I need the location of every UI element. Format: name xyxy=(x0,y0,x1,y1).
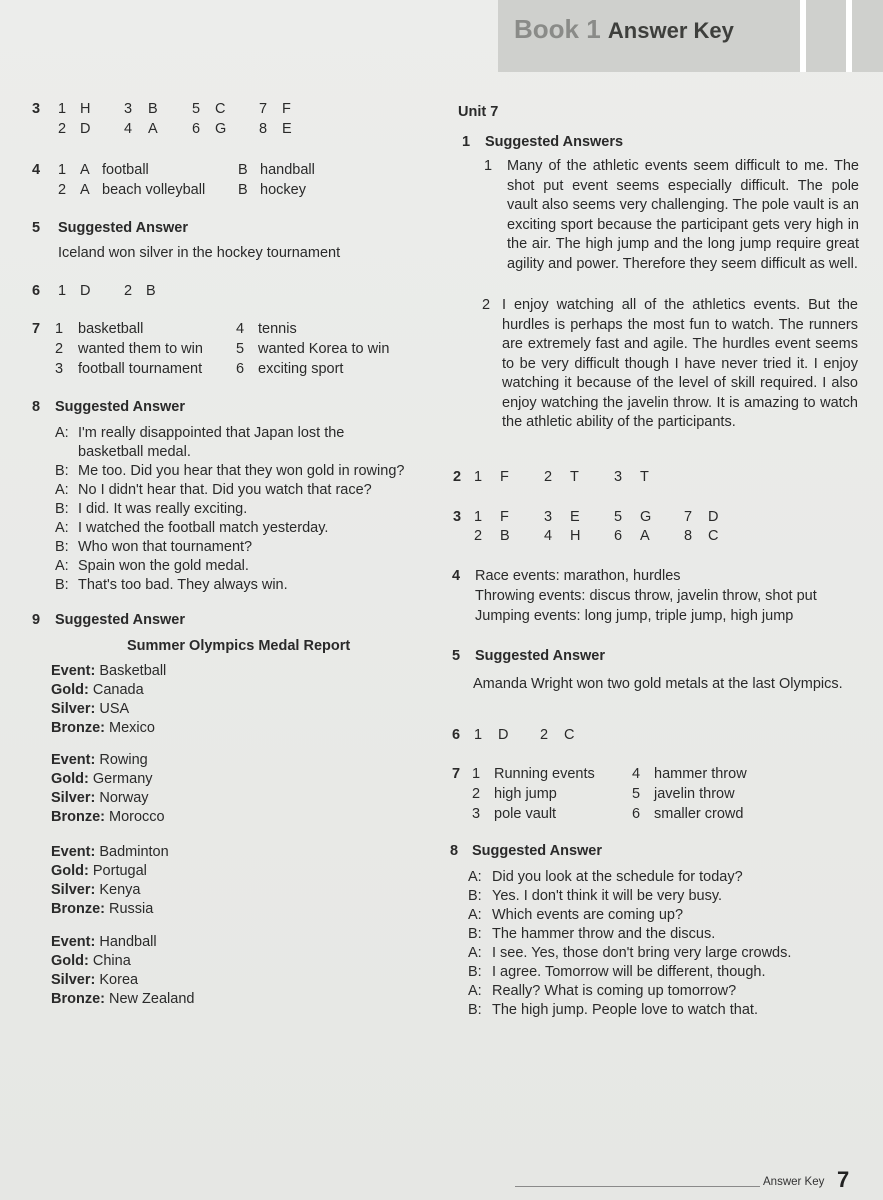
exercise-number: 3 xyxy=(453,509,462,525)
header-stripe xyxy=(846,0,852,72)
answer-cell: B xyxy=(148,101,158,117)
answer-cell: 8 xyxy=(684,528,693,544)
answer-cell: 6 xyxy=(192,121,201,137)
medal-value: Germany xyxy=(92,771,153,787)
item-number: 5 xyxy=(236,341,245,357)
answer-cell: 1 xyxy=(58,283,67,299)
answer-cell: 3 xyxy=(614,469,623,485)
answer-cell: 6 xyxy=(614,528,623,544)
medal-value: Rowing xyxy=(99,752,148,768)
medal-value: Basketball xyxy=(99,663,167,679)
item-number: 2 xyxy=(482,297,491,313)
medal-row xyxy=(51,662,166,682)
medal-row xyxy=(51,789,149,809)
medal-row xyxy=(51,971,138,991)
answer-text: javelin throw xyxy=(654,786,735,802)
answer-cell: B xyxy=(500,528,510,544)
page-title xyxy=(514,14,734,45)
medal-value: USA xyxy=(99,701,130,717)
answer-text: basketball xyxy=(78,321,144,337)
answer-text: hammer throw xyxy=(654,766,747,782)
medal-label: Silver: xyxy=(51,790,96,806)
answer-cell: T xyxy=(570,469,579,485)
speaker-label: A: xyxy=(55,520,69,536)
answer-cell: H xyxy=(570,528,581,544)
item-number: 2 xyxy=(55,341,64,357)
answer-cell: C xyxy=(708,528,719,544)
answer-cell: D xyxy=(80,121,91,137)
speaker-label: B: xyxy=(468,926,482,942)
medal-row xyxy=(51,990,194,1010)
medal-row xyxy=(51,719,155,739)
answer-paragraph: Many of the athletic events seem difficult to me. The shot put event seems especially difficult. The pole vault also seems very challenging. The pole vault is an exciting sport because the participant gets very high in the air. The high jump and the long jump require great agility and power. Therefore they seem difficult as well. xyxy=(507,158,859,272)
answer-cell: B xyxy=(238,162,248,178)
answer-cell: 4 xyxy=(124,121,133,137)
medal-value: Canada xyxy=(92,682,144,698)
answer-cell: D xyxy=(498,727,509,743)
medal-row xyxy=(51,900,153,920)
medal-value: Morocco xyxy=(109,809,165,825)
answer-cell: H xyxy=(80,101,91,117)
medal-row xyxy=(51,881,141,901)
medal-label: Bronze: xyxy=(51,809,105,825)
section-heading: Suggested Answer xyxy=(475,648,605,664)
dialogue-line: The high jump. People love to watch that. xyxy=(492,1002,758,1018)
dialogue-line: Did you look at the schedule for today? xyxy=(492,869,743,885)
dialogue-line: The hammer throw and the discus. xyxy=(492,926,716,942)
medal-label: Event: xyxy=(51,663,96,679)
medal-label: Silver: xyxy=(51,701,96,717)
speaker-label: B: xyxy=(55,501,69,517)
medal-row xyxy=(51,862,147,882)
medal-value: Korea xyxy=(99,972,139,988)
exercise-number: 8 xyxy=(32,399,41,415)
exercise-number: 3 xyxy=(32,101,41,117)
speaker-label: B: xyxy=(55,539,69,555)
answer-cell: 3 xyxy=(124,101,133,117)
exercise-number: 5 xyxy=(452,648,461,664)
medal-row xyxy=(51,808,165,828)
dialogue-line: I watched the football match yesterday. xyxy=(78,520,329,536)
speaker-label: B: xyxy=(55,577,69,593)
speaker-label: A: xyxy=(55,558,69,574)
answer-text: high jump xyxy=(494,786,557,802)
footer-label: Answer Key xyxy=(763,1176,825,1188)
exercise-number: 1 xyxy=(462,134,471,150)
medal-row xyxy=(51,933,157,953)
medal-value: Badminton xyxy=(99,844,169,860)
speaker-label: A: xyxy=(55,482,69,498)
answer-cell: football xyxy=(102,162,149,178)
medal-label: Gold: xyxy=(51,953,89,969)
medal-row xyxy=(51,952,131,972)
exercise-number: 5 xyxy=(32,220,41,236)
page-number: 7 xyxy=(837,1167,850,1192)
item-number: 4 xyxy=(236,321,245,337)
answer-text: wanted them to win xyxy=(78,341,203,357)
medal-label: Event: xyxy=(51,934,96,950)
report-title: Summer Olympics Medal Report xyxy=(127,638,351,654)
answer-cell: 2 xyxy=(544,469,553,485)
medal-label: Event: xyxy=(51,844,96,860)
medal-label: Bronze: xyxy=(51,720,105,736)
answer-cell: T xyxy=(640,469,649,485)
answer-cell: 2 xyxy=(124,283,133,299)
item-number: 3 xyxy=(472,806,481,822)
answer-cell: B xyxy=(146,283,156,299)
dialogue-line: Me too. Did you hear that they won gold in rowing? xyxy=(78,463,405,479)
answer-text: tennis xyxy=(258,321,297,337)
exercise-number: 9 xyxy=(32,612,41,628)
medal-value: Norway xyxy=(99,790,149,806)
speaker-label: B: xyxy=(55,463,69,479)
item-number: 2 xyxy=(472,786,481,802)
exercise-number: 2 xyxy=(453,469,462,485)
speaker-label: A: xyxy=(468,907,482,923)
answer-cell: 7 xyxy=(259,101,268,117)
item-number: 6 xyxy=(236,361,245,377)
answer-cell: F xyxy=(282,101,291,117)
dialogue-line: That's too bad. They always win. xyxy=(78,577,288,593)
answer-cell: 1 xyxy=(58,162,67,178)
medal-row xyxy=(51,843,169,863)
answer-text: Race events: marathon, hurdles xyxy=(475,568,681,584)
medal-label: Event: xyxy=(51,752,96,768)
dialogue-line: Who won that tournament? xyxy=(78,539,253,555)
answer-cell: F xyxy=(500,469,509,485)
answer-cell: 3 xyxy=(544,509,553,525)
medal-value: Kenya xyxy=(99,882,141,898)
section-heading: Suggested Answer xyxy=(472,843,602,859)
dialogue-line: I did. It was really exciting. xyxy=(78,501,248,517)
footer-rule xyxy=(515,1186,760,1187)
speaker-label: B: xyxy=(468,964,482,980)
item-number: 1 xyxy=(55,321,64,337)
speaker-label: B: xyxy=(468,1002,482,1018)
section-heading: Suggested Answer xyxy=(58,220,188,236)
answer-paragraph: Amanda Wright won two gold metals at the last Olympics. xyxy=(473,676,843,692)
speaker-label: A: xyxy=(468,983,482,999)
answer-cell: 5 xyxy=(614,509,623,525)
answer-cell: 2 xyxy=(58,182,67,198)
answer-cell: E xyxy=(570,509,580,525)
answer-cell: 2 xyxy=(58,121,67,137)
dialogue-line: Yes. I don't think it will be very busy. xyxy=(492,888,723,904)
medal-label: Gold: xyxy=(51,771,89,787)
answer-text: exciting sport xyxy=(258,361,344,377)
answer-text: Running events xyxy=(494,766,595,782)
answer-text: wanted Korea to win xyxy=(258,341,390,357)
answer-cell: B xyxy=(238,182,248,198)
exercise-number: 7 xyxy=(452,766,461,782)
answer-cell: A xyxy=(640,528,650,544)
exercise-number: 4 xyxy=(452,568,461,584)
dialogue-line: Spain won the gold medal. xyxy=(78,558,249,574)
answer-cell: G xyxy=(215,121,227,137)
exercise-number: 8 xyxy=(450,843,459,859)
answer-cell: D xyxy=(80,283,91,299)
medal-label: Bronze: xyxy=(51,901,105,917)
answer-cell: E xyxy=(282,121,292,137)
item-number: 1 xyxy=(484,158,493,174)
answer-text: smaller crowd xyxy=(654,806,744,822)
answer-text: Jumping events: long jump, triple jump, high jump xyxy=(475,608,794,624)
answer-cell: 1 xyxy=(58,101,67,117)
answer-cell: handball xyxy=(260,162,315,178)
section-heading: Suggested Answers xyxy=(485,134,624,150)
medal-row xyxy=(51,770,153,790)
dialogue-line: I'm really disappointed that Japan lost the xyxy=(78,425,345,441)
answer-text: pole vault xyxy=(494,806,557,822)
medal-value: Russia xyxy=(109,901,154,917)
answer-cell: G xyxy=(640,509,652,525)
answer-cell: 4 xyxy=(544,528,553,544)
medal-row xyxy=(51,751,148,771)
answer-paragraph: I enjoy watching all of the athletics events. But the hurdles is perhaps the most fun to watch. The runners are extremely fast and agile. The hurdles event seems to be very difficult though I have never tried it. I enjoy watching it because of the level of skill required. I also enjoy watching the javelin throw. It is amazing to watch the athletic ability of the participants. xyxy=(502,297,858,430)
exercise-number: 6 xyxy=(452,727,461,743)
answer-cell: F xyxy=(500,509,509,525)
answer-key-label: Answer Key xyxy=(607,18,734,43)
unit-title: Unit 7 xyxy=(458,104,499,120)
section-heading: Suggested Answer xyxy=(55,399,185,415)
answer-text: Throwing events: discus throw, javelin throw, shot put xyxy=(475,588,817,604)
answer-cell: 2 xyxy=(474,528,483,544)
answer-cell: 8 xyxy=(259,121,268,137)
medal-value: New Zealand xyxy=(109,991,195,1007)
medal-value: Handball xyxy=(99,934,157,950)
exercise-number: 7 xyxy=(32,321,41,337)
medal-label: Silver: xyxy=(51,882,96,898)
item-number: 6 xyxy=(632,806,641,822)
dialogue-line: I see. Yes, those don't bring very large crowds. xyxy=(492,945,792,961)
section-heading: Suggested Answer xyxy=(55,612,185,628)
header-stripe xyxy=(800,0,806,72)
medal-label: Bronze: xyxy=(51,991,105,1007)
answer-cell: 7 xyxy=(684,509,693,525)
answer-cell: A xyxy=(148,121,158,137)
answer-cell: C xyxy=(564,727,575,743)
medal-value: Mexico xyxy=(109,720,155,736)
speaker-label: A: xyxy=(55,425,69,441)
medal-label: Gold: xyxy=(51,863,89,879)
dialogue-line: Really? What is coming up tomorrow? xyxy=(492,983,737,999)
answer-cell: C xyxy=(215,101,226,117)
dialogue-line: I agree. Tomorrow will be different, though. xyxy=(492,964,766,980)
answer-cell: 1 xyxy=(474,509,483,525)
answer-cell: 1 xyxy=(474,469,483,485)
speaker-label: B: xyxy=(468,888,482,904)
exercise-number: 6 xyxy=(32,283,41,299)
dialogue-line: No I didn't hear that. Did you watch that race? xyxy=(78,482,372,498)
answer-cell: D xyxy=(708,509,719,525)
dialogue-line: basketball medal. xyxy=(78,444,191,460)
answer-cell: A xyxy=(80,182,90,198)
book-label: Book 1 xyxy=(514,14,601,44)
speaker-label: A: xyxy=(468,869,482,885)
item-number: 4 xyxy=(632,766,641,782)
answer-text: Iceland won silver in the hockey tournament xyxy=(58,245,341,261)
speaker-label: A: xyxy=(468,945,482,961)
answer-text: football tournament xyxy=(78,361,203,377)
answer-cell: 1 xyxy=(474,727,483,743)
medal-value: Portugal xyxy=(92,863,147,879)
answer-cell: hockey xyxy=(260,182,306,198)
medal-label: Gold: xyxy=(51,682,89,698)
medal-row xyxy=(51,700,129,720)
dialogue-line: Which events are coming up? xyxy=(492,907,684,923)
answer-cell: 5 xyxy=(192,101,201,117)
medal-row xyxy=(51,681,144,701)
answer-cell: 2 xyxy=(540,727,549,743)
answer-cell: A xyxy=(80,162,90,178)
medal-value: China xyxy=(92,953,131,969)
medal-label: Silver: xyxy=(51,972,96,988)
item-number: 3 xyxy=(55,361,64,377)
item-number: 1 xyxy=(472,766,481,782)
item-number: 5 xyxy=(632,786,641,802)
exercise-number: 4 xyxy=(32,162,41,178)
answer-cell: beach volleyball xyxy=(102,182,206,198)
